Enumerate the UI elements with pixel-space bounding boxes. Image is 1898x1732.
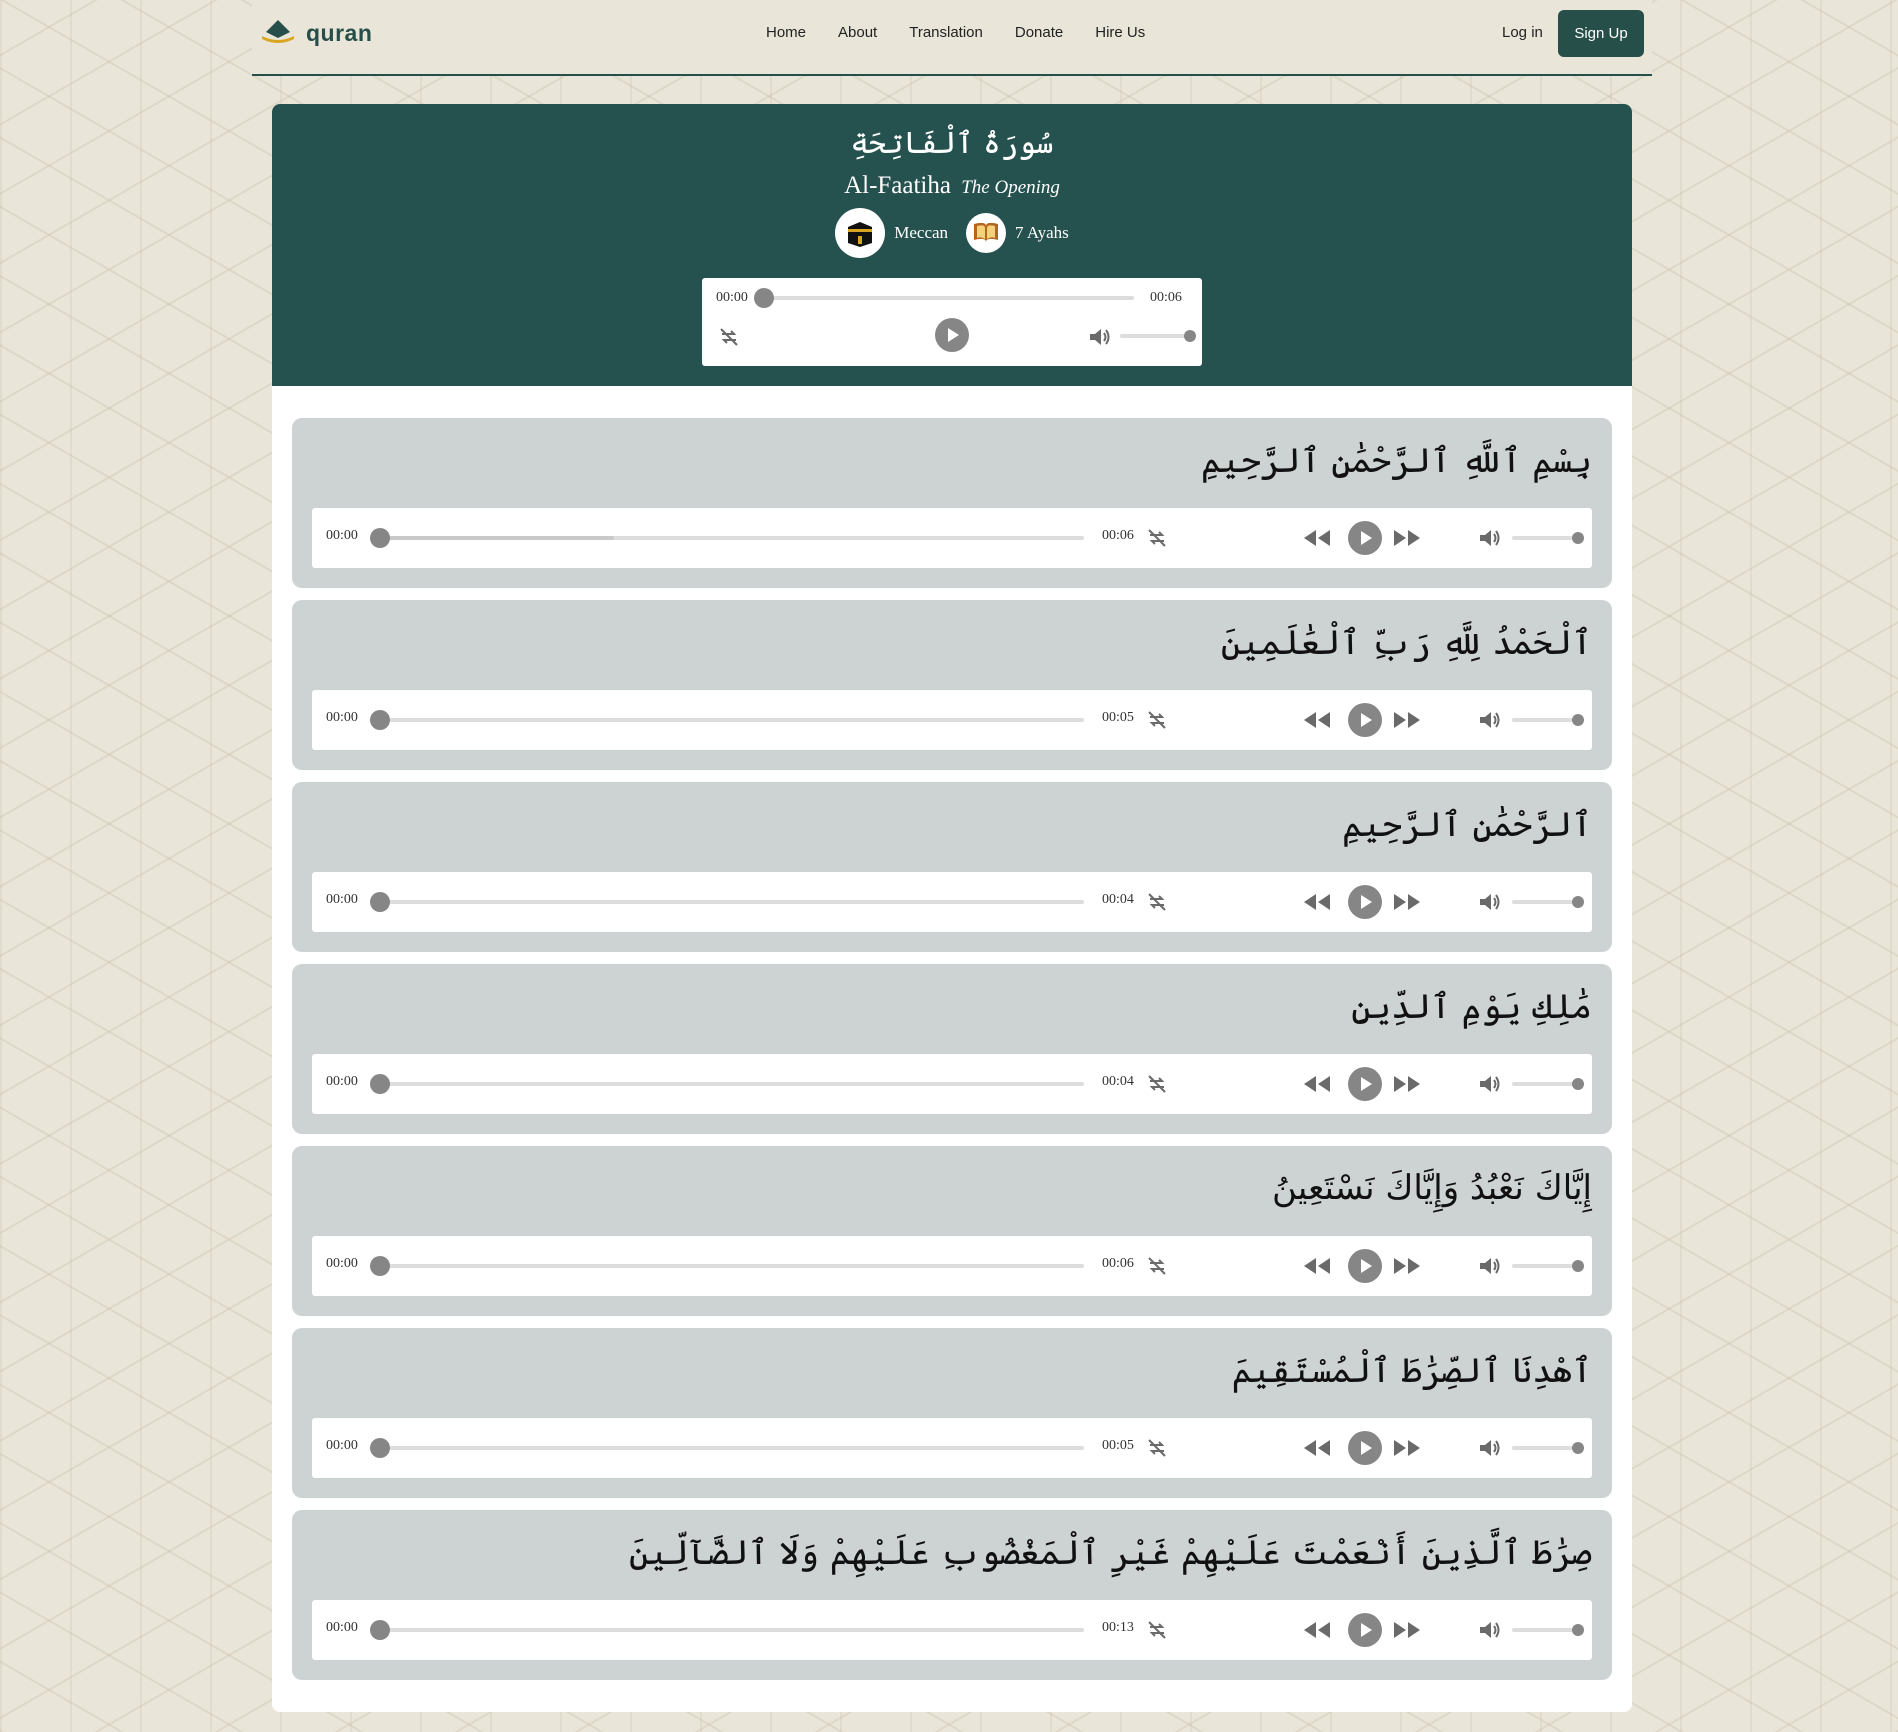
ayah-text: ٱهْدِنَا ٱلصِّرَٰطَ ٱلْمُسْتَقِيمَ — [1231, 1351, 1592, 1391]
volume-icon[interactable] — [1478, 1073, 1502, 1095]
ayah-play-button[interactable] — [1348, 521, 1382, 555]
ayah-progress-knob[interactable] — [370, 1074, 390, 1094]
ayah-volume-track[interactable] — [1512, 1264, 1578, 1268]
repeat-off-icon[interactable] — [1146, 527, 1168, 549]
ayah-audio-player — [312, 1600, 1592, 1660]
repeat-off-icon[interactable] — [1146, 709, 1168, 731]
ayah-progress-knob[interactable] — [370, 892, 390, 912]
ayah-duration: 00:04 — [1102, 1074, 1134, 1089]
ayah-duration: 00:13 — [1102, 1620, 1134, 1635]
volume-icon[interactable] — [1088, 326, 1112, 348]
ayah-volume-track[interactable] — [1512, 536, 1578, 540]
page — [252, 0, 1652, 76]
fast-forward-icon[interactable] — [1392, 1438, 1422, 1458]
surah-audio-player — [702, 278, 1202, 366]
ayah-volume-track[interactable] — [1512, 900, 1578, 904]
nav-link-about[interactable]: About — [838, 24, 878, 41]
ayah-play-button[interactable] — [1348, 1431, 1382, 1465]
fast-forward-icon[interactable] — [1392, 1074, 1422, 1094]
revelation-type-label: Meccan — [894, 223, 949, 242]
repeat-off-icon[interactable] — [718, 326, 740, 348]
player-progress-track[interactable] — [764, 296, 1134, 300]
ayah-progress-knob[interactable] — [370, 1438, 390, 1458]
ayah-progress-knob[interactable] — [370, 710, 390, 730]
rewind-icon[interactable] — [1302, 1438, 1332, 1458]
ayah-progress-track[interactable] — [372, 1082, 1084, 1086]
ayah-play-button[interactable] — [1348, 703, 1382, 737]
ayah-duration: 00:05 — [1102, 1438, 1134, 1453]
ayah-volume-track[interactable] — [1512, 1446, 1578, 1450]
logo[interactable] — [260, 18, 372, 48]
nav-link-hire-us[interactable]: Hire Us — [1095, 24, 1146, 41]
ayah-audio-player — [312, 1236, 1592, 1296]
ayah-play-button[interactable] — [1348, 885, 1382, 919]
surah-meta — [272, 208, 1632, 258]
surah-arabic-title: سُورَةُ ٱلْفَاتِحَةِ — [850, 126, 1054, 161]
ayah-progress-track[interactable] — [372, 1264, 1084, 1268]
ayah-duration: 00:04 — [1102, 892, 1134, 907]
ayah-text: مَٰلِكِ يَوْمِ ٱلدِّينِ — [1351, 987, 1592, 1027]
volume-icon[interactable] — [1478, 1255, 1502, 1277]
rewind-icon[interactable] — [1302, 1256, 1332, 1276]
ayah-block — [292, 418, 1612, 588]
nav-link-home[interactable]: Home — [766, 24, 807, 41]
book-open-icon — [260, 18, 296, 48]
volume-icon[interactable] — [1478, 1619, 1502, 1641]
ayah-progress-track[interactable] — [372, 900, 1084, 904]
revelation-type — [835, 208, 948, 258]
rewind-icon[interactable] — [1302, 1620, 1332, 1640]
surah-header — [272, 104, 1632, 386]
repeat-off-icon[interactable] — [1146, 1437, 1168, 1459]
ayah-duration: 00:06 — [1102, 528, 1134, 543]
volume-icon[interactable] — [1478, 527, 1502, 549]
repeat-off-icon[interactable] — [1146, 891, 1168, 913]
ayah-current-time: 00:00 — [326, 528, 358, 543]
ayah-volume-track[interactable] — [1512, 718, 1578, 722]
volume-track[interactable] — [1120, 334, 1190, 338]
volume-icon[interactable] — [1478, 891, 1502, 913]
ayah-block — [292, 1328, 1612, 1498]
ayah-text: صِرَٰطَ ٱلَّذِينَ أَنْعَمْتَ عَلَيْهِمْ غَيْرِ ٱلْمَغْضُوبِ عَلَيْهِمْ وَلَا ٱلضَّآلِّينَ — [628, 1533, 1592, 1573]
ayah-current-time: 00:00 — [326, 1620, 358, 1635]
ayah-progress-track[interactable] — [372, 1628, 1084, 1632]
repeat-off-icon[interactable] — [1146, 1619, 1168, 1641]
ayah-current-time: 00:00 — [326, 892, 358, 907]
fast-forward-icon[interactable] — [1392, 1256, 1422, 1276]
ayah-text: إِيَّاكَ نَعْبُدُ وَإِيَّاكَ نَسْتَعِينُ — [1272, 1168, 1592, 1208]
ayah-buffered-bar — [372, 536, 614, 540]
quran-book-icon — [966, 213, 1006, 253]
ayah-volume-knob[interactable] — [1572, 532, 1584, 544]
signup-button[interactable]: Sign Up — [1558, 10, 1644, 57]
ayah-current-time: 00:00 — [326, 1438, 358, 1453]
ayah-audio-player — [312, 1418, 1592, 1478]
ayah-volume-knob[interactable] — [1572, 1260, 1584, 1272]
ayah-count — [966, 213, 1069, 253]
volume-icon[interactable] — [1478, 1437, 1502, 1459]
fast-forward-icon[interactable] — [1392, 892, 1422, 912]
repeat-off-icon[interactable] — [1146, 1073, 1168, 1095]
ayah-volume-knob[interactable] — [1572, 1078, 1584, 1090]
ayah-play-button[interactable] — [1348, 1249, 1382, 1283]
surah-english-name: Al-Faatiha — [844, 172, 951, 199]
ayah-current-time: 00:00 — [326, 1074, 358, 1089]
ayah-text: ٱلْحَمْدُ لِلَّهِ رَبِّ ٱلْعَٰلَمِينَ — [1220, 623, 1592, 663]
repeat-off-icon[interactable] — [1146, 1255, 1168, 1277]
ayah-progress-knob[interactable] — [370, 1256, 390, 1276]
ayah-current-time: 00:00 — [326, 710, 358, 725]
rewind-icon[interactable] — [1302, 892, 1332, 912]
kaaba-icon — [835, 208, 885, 258]
rewind-icon[interactable] — [1302, 1074, 1332, 1094]
volume-icon[interactable] — [1478, 709, 1502, 731]
player-duration: 00:06 — [1150, 290, 1182, 305]
ayah-audio-player — [312, 1054, 1592, 1114]
ayah-volume-knob[interactable] — [1572, 1624, 1584, 1636]
ayah-audio-player — [312, 872, 1592, 932]
top-navbar — [252, 0, 1652, 76]
ayah-progress-track[interactable] — [372, 718, 1084, 722]
nav-link-donate[interactable]: Donate — [1014, 24, 1064, 41]
ayah-progress-knob[interactable] — [370, 1620, 390, 1640]
player-progress-knob[interactable] — [754, 288, 774, 308]
logo-text: quran — [306, 19, 373, 46]
ayah-block — [292, 600, 1612, 770]
ayah-progress-knob[interactable] — [370, 528, 390, 548]
ayah-block — [292, 1146, 1612, 1316]
surah-english-title — [272, 172, 1632, 200]
play-button[interactable] — [935, 318, 969, 352]
nav-link-translation[interactable]: Translation — [909, 24, 983, 41]
fast-forward-icon[interactable] — [1392, 528, 1422, 548]
ayah-volume-track[interactable] — [1512, 1082, 1578, 1086]
ayah-play-button[interactable] — [1348, 1613, 1382, 1647]
login-link[interactable]: Log in — [1502, 24, 1543, 41]
ayah-text: بِسْمِ ٱللَّهِ ٱلرَّحْمَٰنِ ٱلرَّحِيمِ — [1200, 441, 1592, 481]
ayah-current-time: 00:00 — [326, 1256, 358, 1271]
ayah-audio-player — [312, 690, 1592, 750]
surah-card — [272, 104, 1632, 1712]
ayah-block — [292, 1510, 1612, 1680]
ayah-audio-player — [312, 508, 1592, 568]
ayah-volume-track[interactable] — [1512, 1628, 1578, 1632]
ayah-progress-track[interactable] — [372, 536, 1084, 540]
ayah-count-label: 7 Ayahs — [1015, 223, 1069, 242]
ayah-duration: 00:06 — [1102, 1256, 1134, 1271]
ayah-block — [292, 782, 1612, 952]
fast-forward-icon[interactable] — [1392, 1620, 1422, 1640]
ayah-volume-knob[interactable] — [1572, 1442, 1584, 1454]
ayah-text: ٱلرَّحْمَٰنِ ٱلرَّحِيمِ — [1342, 805, 1592, 845]
player-current-time: 00:00 — [716, 290, 748, 305]
rewind-icon[interactable] — [1302, 528, 1332, 548]
volume-knob[interactable] — [1184, 330, 1196, 342]
ayah-volume-knob[interactable] — [1572, 896, 1584, 908]
ayah-play-button[interactable] — [1348, 1067, 1382, 1101]
surah-translation: The Opening — [961, 177, 1060, 198]
ayah-progress-track[interactable] — [372, 1446, 1084, 1450]
nav-links — [766, 24, 1145, 41]
rewind-icon[interactable] — [1302, 710, 1332, 730]
ayah-volume-knob[interactable] — [1572, 714, 1584, 726]
fast-forward-icon[interactable] — [1392, 710, 1422, 730]
ayah-block — [292, 964, 1612, 1134]
ayah-duration: 00:05 — [1102, 710, 1134, 725]
